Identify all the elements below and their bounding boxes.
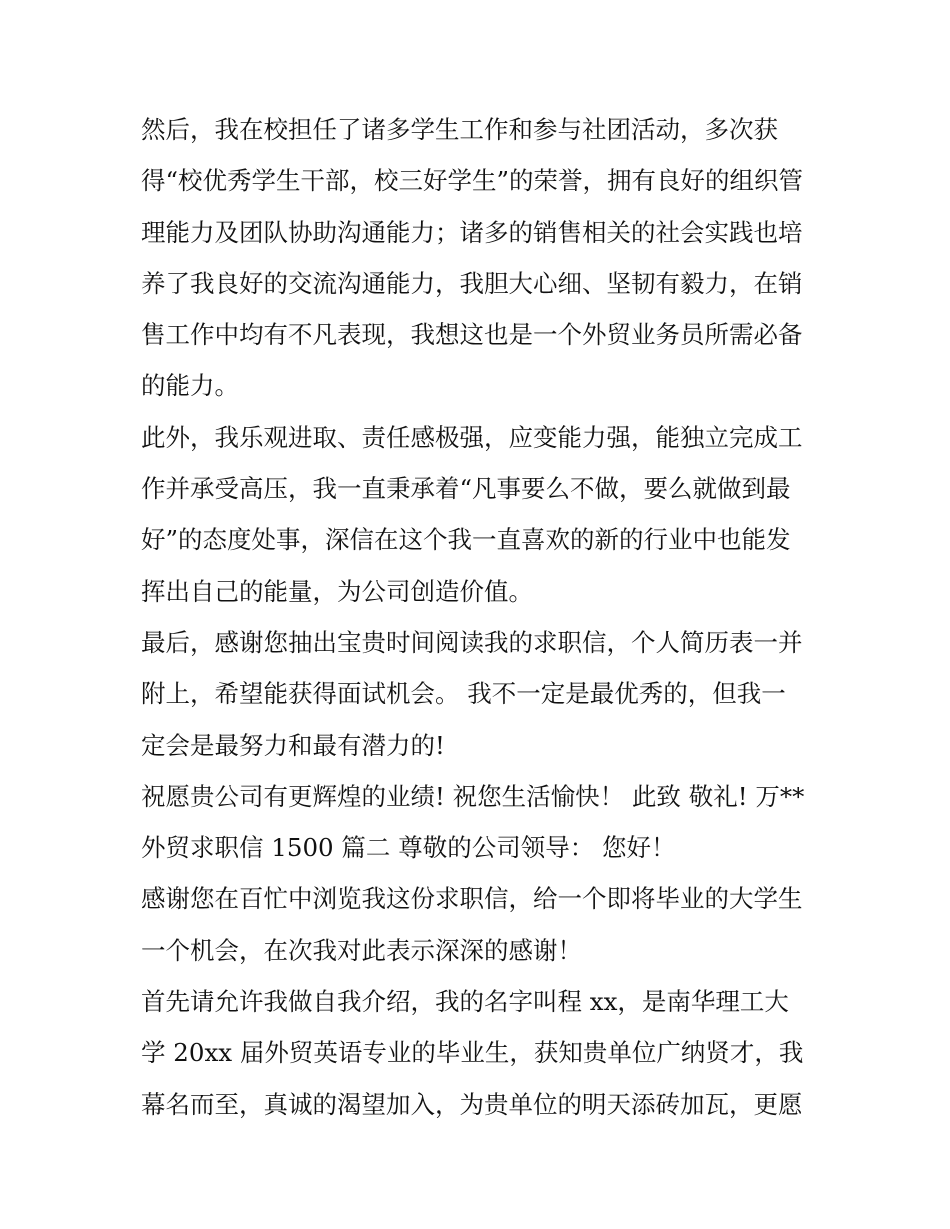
text-line: 定会是最努力和最有潜力的! bbox=[141, 730, 445, 760]
text-line: 然后，我在校担任了诸多学生工作和参与社团活动，多次获 bbox=[141, 115, 778, 144]
text-line: 此外，我乐观进取、责任感极强，应变能力强，能独立完成工 bbox=[141, 422, 803, 452]
text-line: 感谢您在百忙中浏览我这份求职信，给一个即将毕业的大学生 bbox=[141, 884, 803, 914]
text-line: 首先请允许我做自我介绍，我的名字叫程 xx，是南华理工大 bbox=[141, 987, 789, 1017]
text-line: 外贸求职信 1500 篇二 尊敬的公司领导： 您好！ bbox=[141, 833, 676, 863]
text-line: 一个机会，在次我对此表示深深的感谢！ bbox=[141, 935, 582, 965]
text-line: 作并承受高压，我一直秉承着“凡事要么不做，要么就做到最 bbox=[141, 474, 791, 504]
text-line: 挥出自己的能量，为公司创造价值。 bbox=[141, 576, 533, 606]
text-line: 祝愿贵公司有更辉煌的业绩! 祝您生活愉快！ 此致 敬礼! 万** bbox=[141, 781, 805, 811]
body-text bbox=[141, 104, 821, 1130]
text-line: 学 20xx 届外贸英语专业的毕业生，获知贵单位广纳贤才，我 bbox=[141, 1038, 804, 1068]
text-line: 最后，感谢您抽出宝贵时间阅读我的求职信，个人简历表一并 bbox=[141, 627, 803, 657]
text-line: 附上，希望能获得面试机会。 我不一定是最优秀的，但我一 bbox=[141, 679, 786, 709]
text-line: 好”的态度处事，深信在这个我一直喜欢的新的行业中也能发 bbox=[141, 525, 791, 555]
text-line: 幕名而至，真诚的渴望加入，为贵单位的明天添砖加瓦，更愿 bbox=[141, 1089, 803, 1119]
text-line: 得“校优秀学生干部，校三好学生”的荣誉，拥有良好的组织管 bbox=[141, 166, 804, 196]
text-line: 售工作中均有不凡表现，我想这也是一个外贸业务员所需必备 bbox=[141, 320, 803, 350]
text-line: 养了我良好的交流沟通能力，我胆大心细、坚韧有毅力，在销 bbox=[141, 268, 803, 298]
text-line: 的能力。 bbox=[141, 371, 239, 401]
text-line: 理能力及团队协助沟通能力；诸多的销售相关的社会实践也培 bbox=[141, 217, 803, 247]
